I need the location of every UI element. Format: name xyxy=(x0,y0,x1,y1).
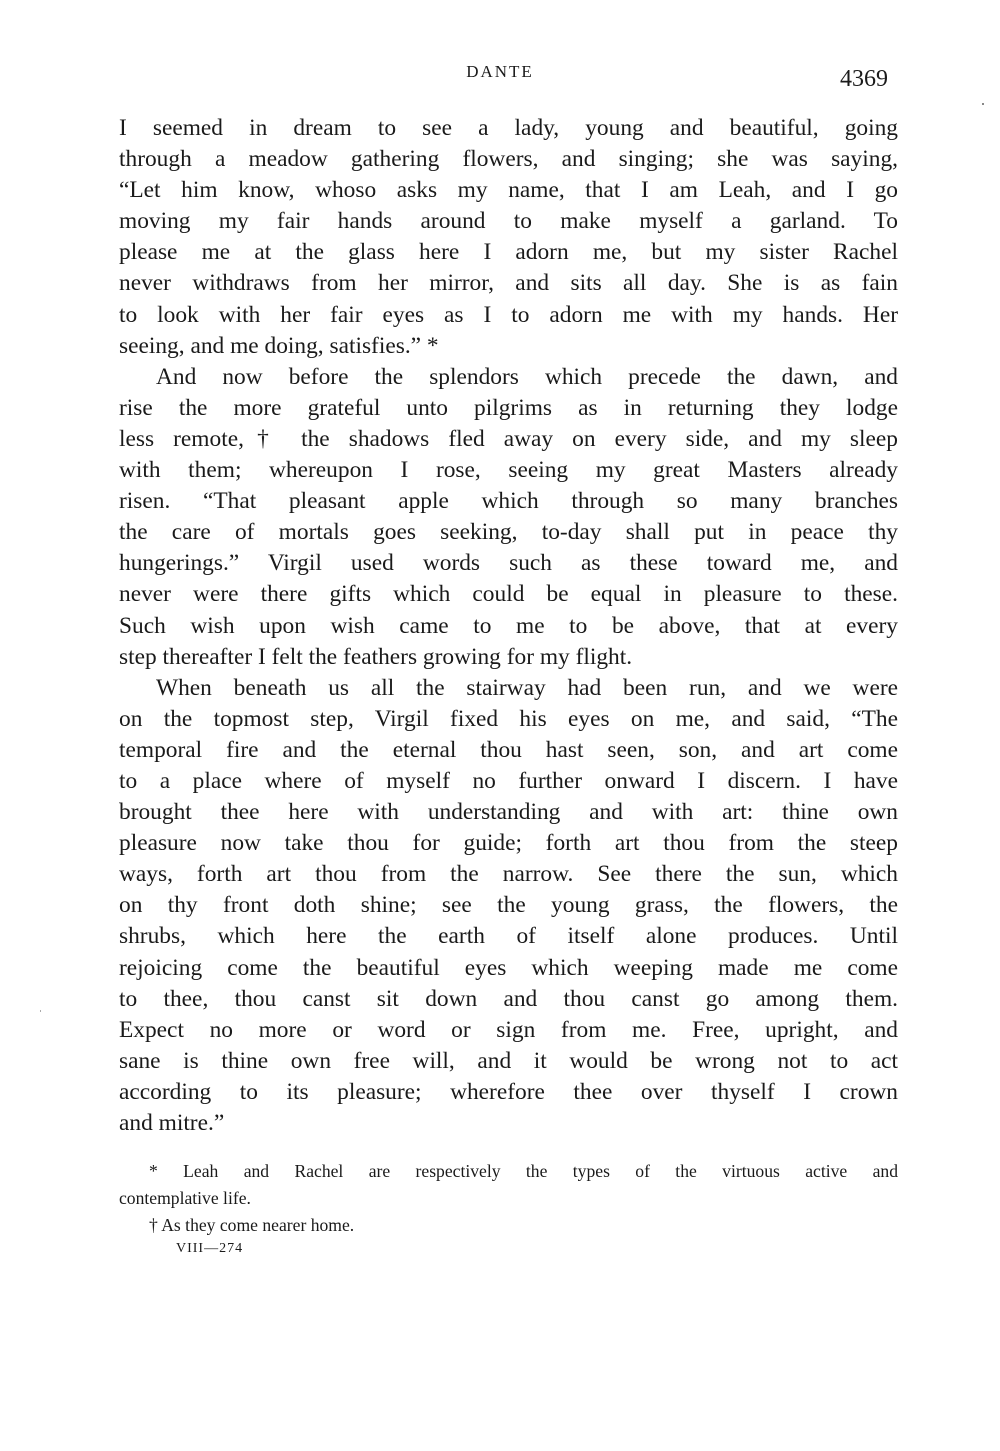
text-line: never were there gifts which could be equal in pleasure to these. xyxy=(119,581,898,608)
footnote-star-line: contemplative life. xyxy=(119,1188,251,1208)
text-line: seeing, and me doing, satisfies.” * xyxy=(119,332,439,359)
text-line: on thy front doth shine; see the young grass, the flowers, the xyxy=(119,892,898,919)
margin-speck xyxy=(40,1010,41,1012)
text-line: and mitre.” xyxy=(119,1110,225,1136)
text-line: Expect no more or word or sign from me. Free, upright, and xyxy=(119,1016,898,1043)
page-number: 4369 xyxy=(840,66,888,92)
text-line: with them; whereupon I rose, seeing my great Masters already xyxy=(119,457,898,484)
footnotes xyxy=(119,1158,898,1239)
text-line: Such wish upon wish came to me to be above, that at every xyxy=(119,612,898,639)
signature-mark: VIII—274 xyxy=(176,1241,244,1256)
text-line: rise the more grateful unto pilgrims as in returning they lodge xyxy=(119,394,898,421)
text-line: “Let him know, whoso asks my name, that I am Leah, and I go xyxy=(119,177,898,204)
text-line: rejoicing come the beautiful eyes which weeping made me come xyxy=(119,954,898,981)
body-text xyxy=(119,113,898,1139)
text-line: never withdraws from her mirror, and sits all day. She is as fain xyxy=(119,270,898,297)
margin-speck xyxy=(982,103,984,105)
text-line: temporal fire and the eternal thou hast seen, son, and art come xyxy=(119,736,898,763)
text-line: please me at the glass here I adorn me, but my sister Rachel xyxy=(119,239,898,266)
text-line: hungerings.” Virgil used words such as these toward me, and xyxy=(119,550,898,577)
text-line: I seemed in dream to see a lady, young and beautiful, going xyxy=(119,115,898,141)
text-line: to thee, thou canst sit down and thou canst go among them. xyxy=(119,985,898,1012)
text-line: according to its pleasure; wherefore thee over thyself I crown xyxy=(119,1078,898,1105)
running-title: DANTE xyxy=(466,62,534,81)
text-line: to look with her fair eyes as I to adorn me with my hands. Her xyxy=(119,301,898,328)
text-line: shrubs, which here the earth of itself alone produces. Until xyxy=(119,923,898,950)
text-line: through a meadow gathering flowers, and singing; she was saying, xyxy=(119,146,898,173)
text-line: to a place where of myself no further onward I discern. I have xyxy=(119,767,898,794)
text-line: moving my fair hands around to make myself a garland. To xyxy=(119,208,898,235)
footnote-star-line: * Leah and Rachel are respectively the types of the virtuous active and xyxy=(149,1161,898,1181)
text-line: sane is thine own free will, and it would be wrong not to act xyxy=(119,1047,898,1074)
text-line: pleasure now take thou for guide; forth art thou from the steep xyxy=(119,830,898,857)
text-line: brought thee here with understanding and with art: thine own xyxy=(119,799,898,826)
text-line: ways, forth art thou from the narrow. See there the sun, which xyxy=(119,861,898,888)
text-line: When beneath us all the stairway had been run, and we were xyxy=(156,674,898,701)
text-line: less remote,† the shadows fled away on every side, and my sleep xyxy=(119,425,898,452)
footnote-dagger: † As they come nearer home. xyxy=(149,1215,355,1235)
text-line: risen. “That pleasant apple which through so many branches xyxy=(119,488,898,515)
text-line: And now before the splendors which precede the dawn, and xyxy=(156,363,898,390)
text-line: the care of mortals goes seeking, to-day shall put in peace thy xyxy=(119,519,898,546)
text-line: on the topmost step, Virgil fixed his eyes on me, and said, “The xyxy=(119,705,898,732)
text-line: step thereafter I felt the feathers growing for my flight. xyxy=(119,643,633,670)
